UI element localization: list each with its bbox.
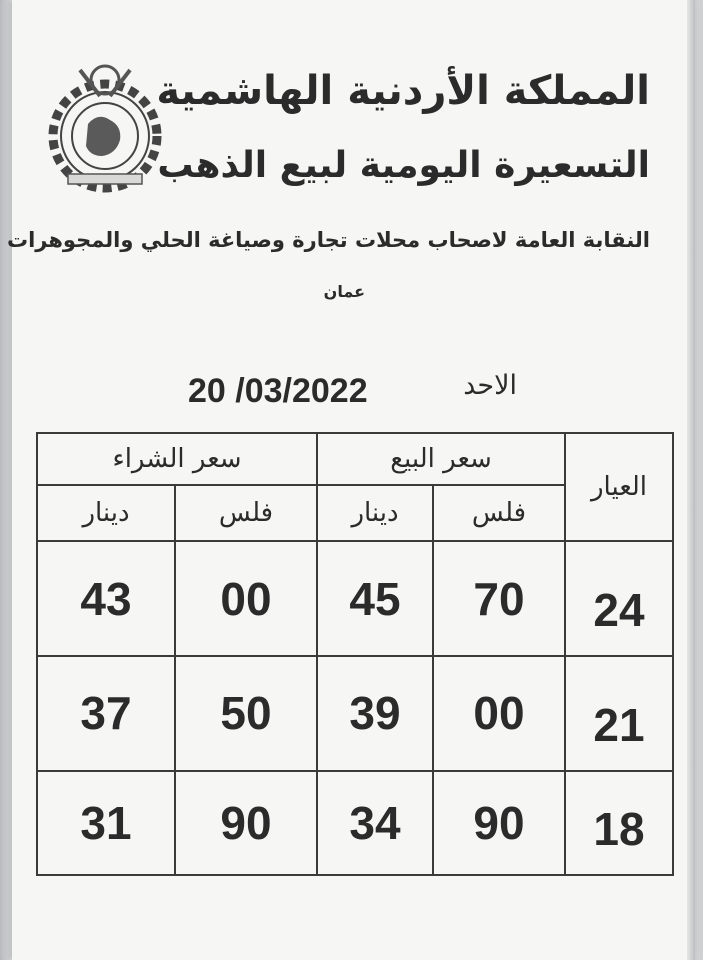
organization-name: النقابة العامة لاصحاب محلات تجارة وصياغة الحلي والمجوهرات xyxy=(6,228,650,252)
buy-fils-cell: 00 xyxy=(175,541,317,656)
table-row xyxy=(37,656,673,771)
buy-dinar-cell: 31 xyxy=(37,771,175,875)
sell-fils-header: فلس xyxy=(433,485,565,541)
table-row xyxy=(37,541,673,656)
buy-fils-cell: 90 xyxy=(175,771,317,875)
buy-dinar-cell: 37 xyxy=(37,656,175,771)
gold-price-table xyxy=(36,432,674,876)
karat-cell: 18 xyxy=(565,771,673,875)
sell-dinar-header: دينار xyxy=(317,485,433,541)
karat-cell: 21 xyxy=(565,656,673,771)
city-label: عمان xyxy=(323,282,365,301)
sell-dinar-cell: 45 xyxy=(317,541,433,656)
buy-price-header: سعر الشراء xyxy=(37,433,317,485)
photo-edge-left xyxy=(0,0,12,960)
buy-dinar-header: دينار xyxy=(37,485,175,541)
date-label: 20 /03/2022 xyxy=(188,372,368,410)
sell-dinar-cell: 39 xyxy=(317,656,433,771)
sell-fils-cell: 70 xyxy=(433,541,565,656)
daily-gold-price-title: التسعيرة اليومية لبيع الذهب xyxy=(157,145,650,186)
buy-fils-cell: 50 xyxy=(175,656,317,771)
table-header-row xyxy=(37,433,673,485)
karat-cell: 24 xyxy=(565,541,673,656)
paper-curl-shadow xyxy=(687,0,695,960)
sell-fils-cell: 00 xyxy=(433,656,565,771)
buy-dinar-cell: 43 xyxy=(37,541,175,656)
karat-header: العيار xyxy=(565,433,673,541)
day-label: الاحد xyxy=(463,370,517,401)
syndicate-gear-emblem-icon xyxy=(38,62,172,200)
sell-fils-cell: 90 xyxy=(433,771,565,875)
sell-price-header: سعر البيع xyxy=(317,433,565,485)
sell-dinar-cell: 34 xyxy=(317,771,433,875)
price-sheet xyxy=(6,0,695,960)
country-title: المملكة الأردنية الهاشمية xyxy=(156,68,650,114)
buy-fils-header: فلس xyxy=(175,485,317,541)
table-row xyxy=(37,771,673,875)
